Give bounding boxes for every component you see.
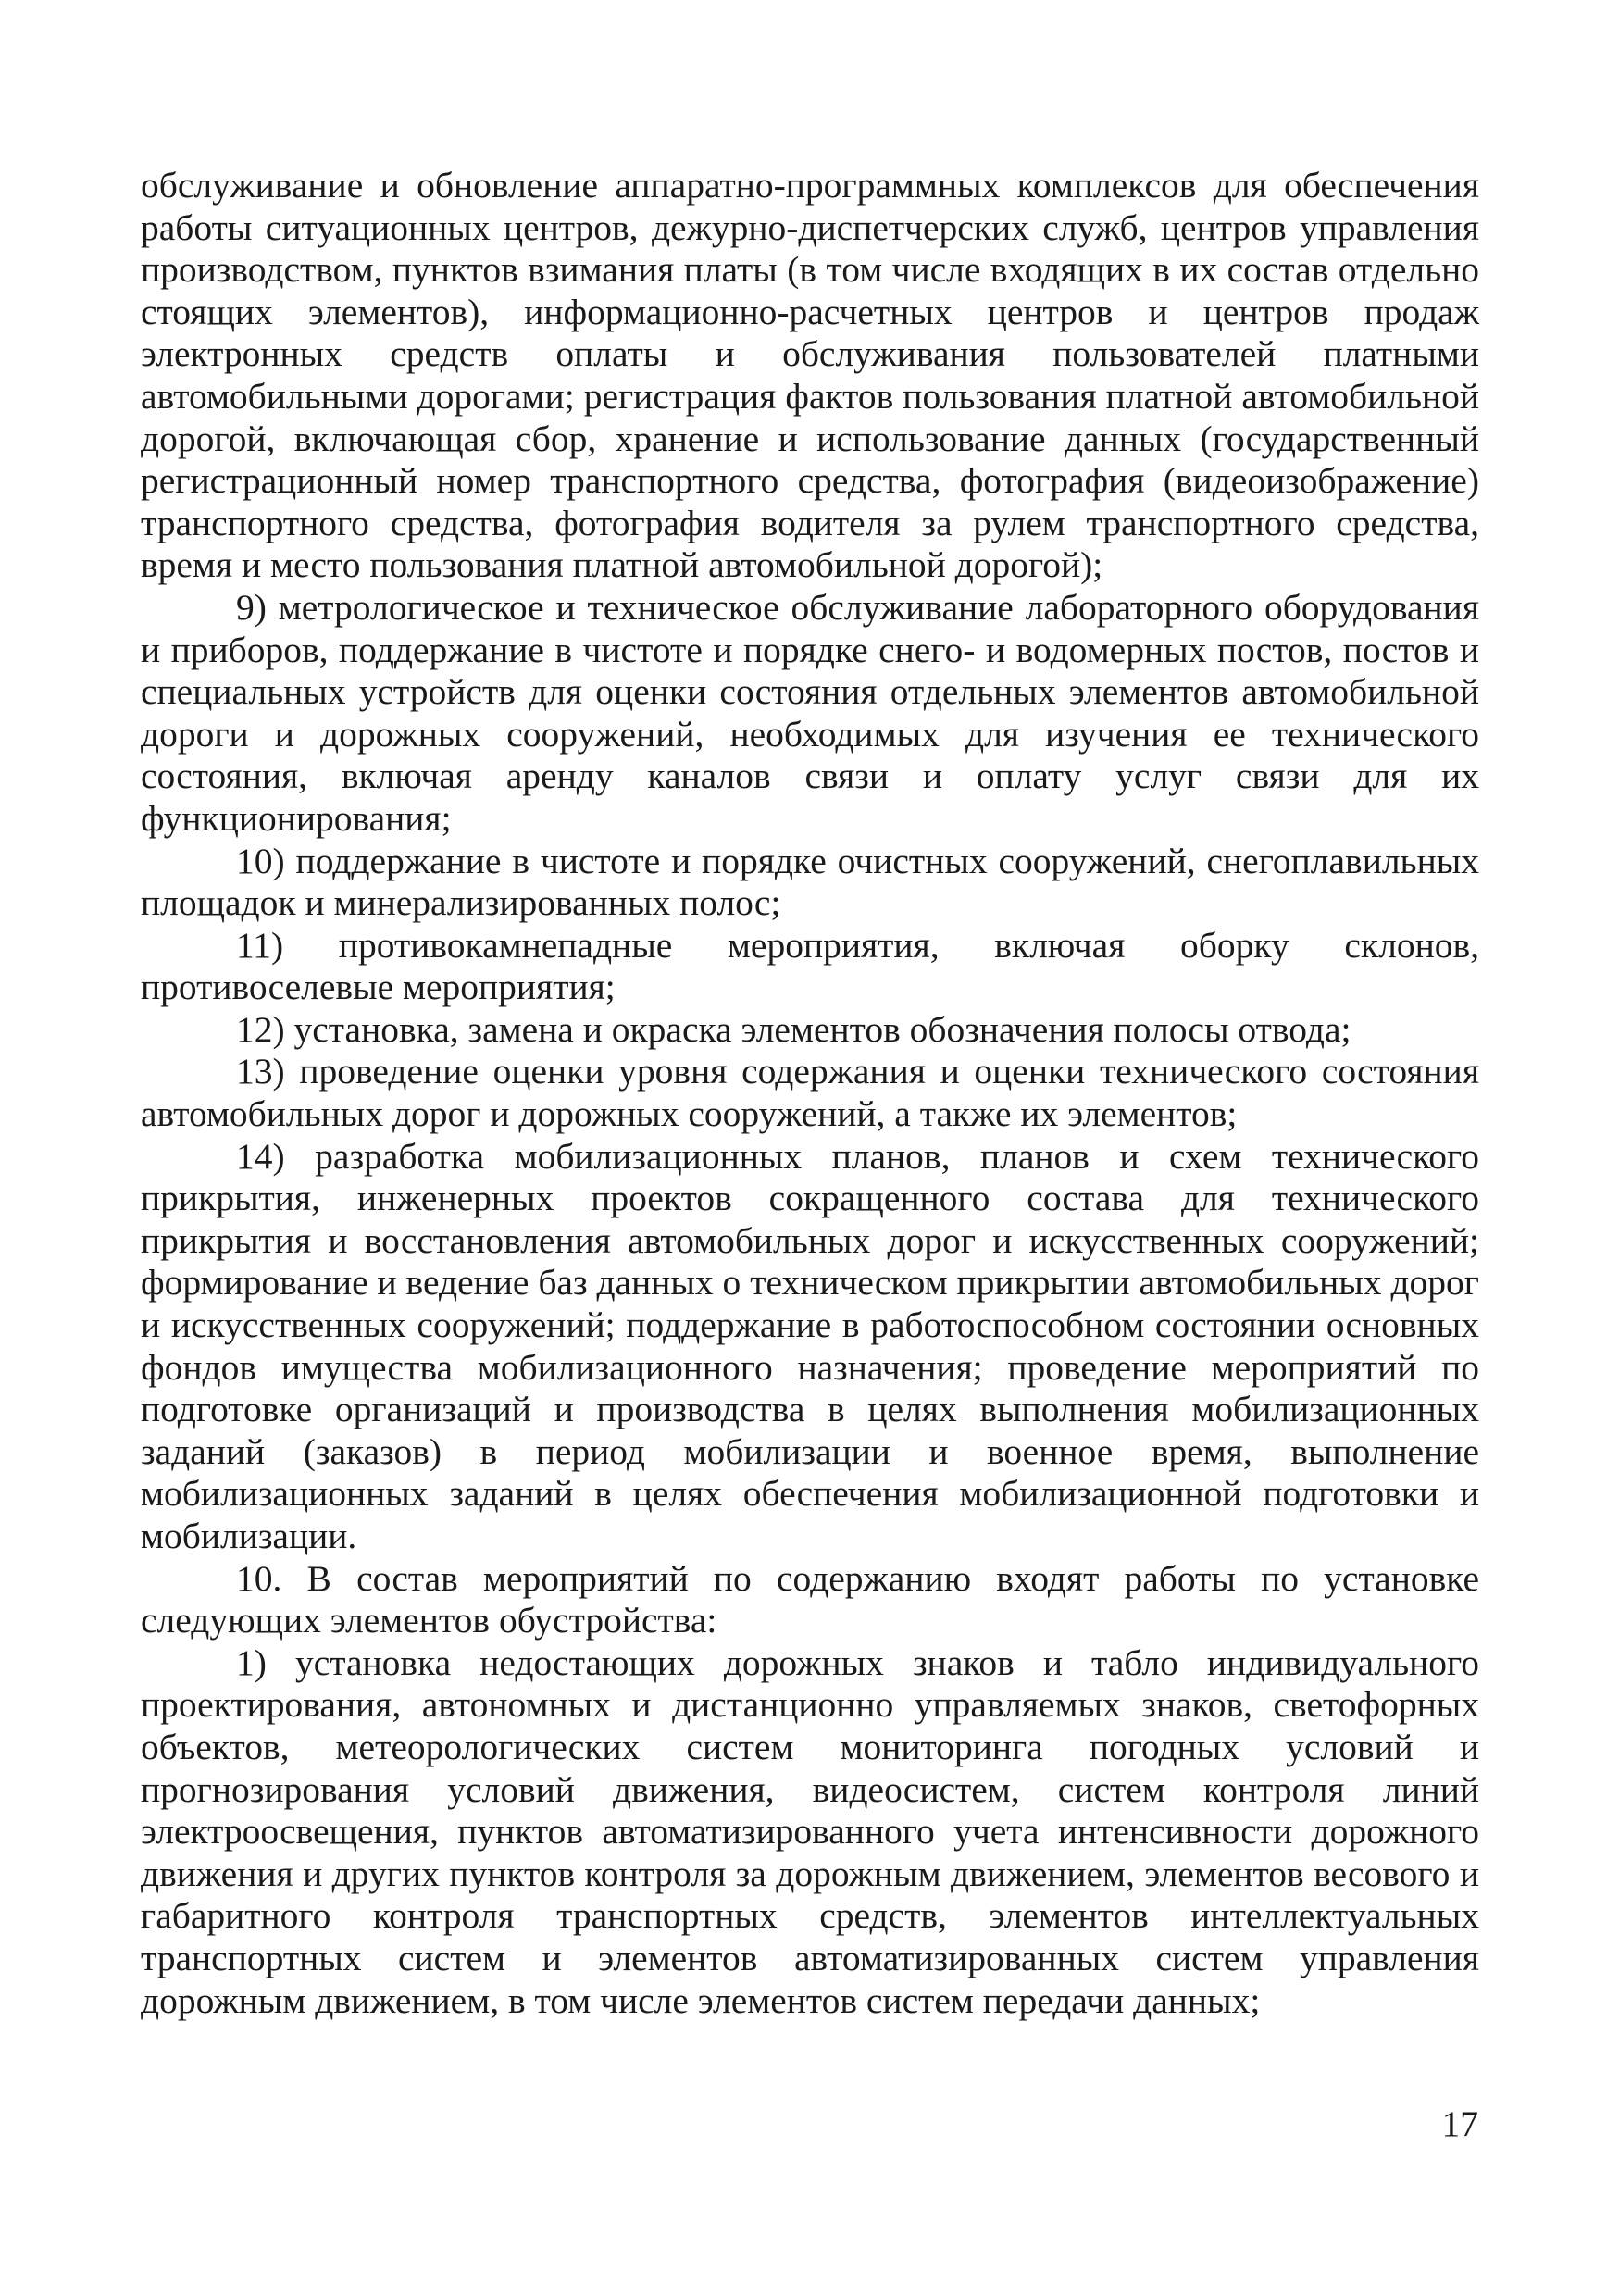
page-number: 17 (1441, 2103, 1478, 2144)
paragraph-subitem-1: 1) установка недостающих дорожных знаков и табло индивидуального проектирования, автономных и дистанционно управляемых знаков, светофорных объектов, метеорологических систем мониторинга погодных условий и прогнозирования условий движения, видеосистем, систем контроля линий электроосвещения, пунктов автоматизированного учета интенсивности дорожного движения и других пунктов контроля за дорожным движением, элементов весового и габаритного контроля транспортных средств, элементов интеллектуальных транспортных систем и элементов автоматизированных систем управления дорожным движением, в том числе элементов систем передачи данных; (141, 1641, 1479, 2021)
paragraph-item-14: 14) разработка мобилизационных планов, планов и схем технического прикрытия, инженерных проектов сокращенного состава для технического прикрытия и восстановления автомобильных дорог и искусственных сооружений; формирование и ведение баз данных о техническом прикрытии автомобильных дорог и искусственных сооружений; поддержание в работоспособном состоянии основных фондов имущества мобилизационного назначения; проведение мероприятий по подготовке организаций и производства в целях выполнения мобилизационных заданий (заказов) в период мобилизации и военное время, выполнение мобилизационных заданий в целях обеспечения мобилизационной подготовки и мобилизации. (141, 1135, 1479, 1556)
paragraph-section-10: 10. В состав мероприятий по содержанию входят работы по установке следующих элементов обустройства: (141, 1557, 1479, 1641)
document-body (141, 165, 1479, 2022)
paragraph-item-12: 12) установка, замена и окраска элементов обозначения полосы отвода; (236, 1008, 1351, 1050)
paragraph-item-10: 10) поддержание в чистоте и порядке очистных сооружений, снегоплавильных площадок и минерализированных полос; (141, 840, 1479, 924)
paragraph-item-9: 9) метрологическое и техническое обслуживание лабораторного оборудования и приборов, поддержание в чистоте и порядке снего- и водомерных постов, постов и специальных устройств для оценки состояния отдельных элементов автомобильной дороги и дорожных сооружений, необходимых для изучения ее технического состояния, включая аренду каналов связи и оплату услуг связи для их функционирования; (141, 586, 1479, 839)
paragraph-item-13: 13) проведение оценки уровня содержания и оценки технического состояния автомобильных дорог и дорожных сооружений, а также их элементов; (141, 1051, 1479, 1135)
paragraph-item-11: 11) противокамнепадные мероприятия, включая оборку склонов, противоселевые мероприятия; (141, 924, 1479, 1008)
paragraph-continuation: обслуживание и обновление аппаратно-программных комплексов для обеспечения работы ситуационных центров, дежурно-диспетчерских служб, центров управления производством, пунктов взимания платы (в том числе входящих в их состав отдельно стоящих элементов), информационно-расчетных центров и центров продаж электронных средств оплаты и обслуживания пользователей платными автомобильными дорогами; регистрация фактов пользования платной автомобильной дорогой, включающая сбор, хранение и использование данных (государственный регистрационный номер транспортного средства, фотография (видеоизображение) транспортного средства, фотография водителя за рулем транспортного средства, время и место пользования платной автомобильной дорогой); (141, 165, 1479, 586)
